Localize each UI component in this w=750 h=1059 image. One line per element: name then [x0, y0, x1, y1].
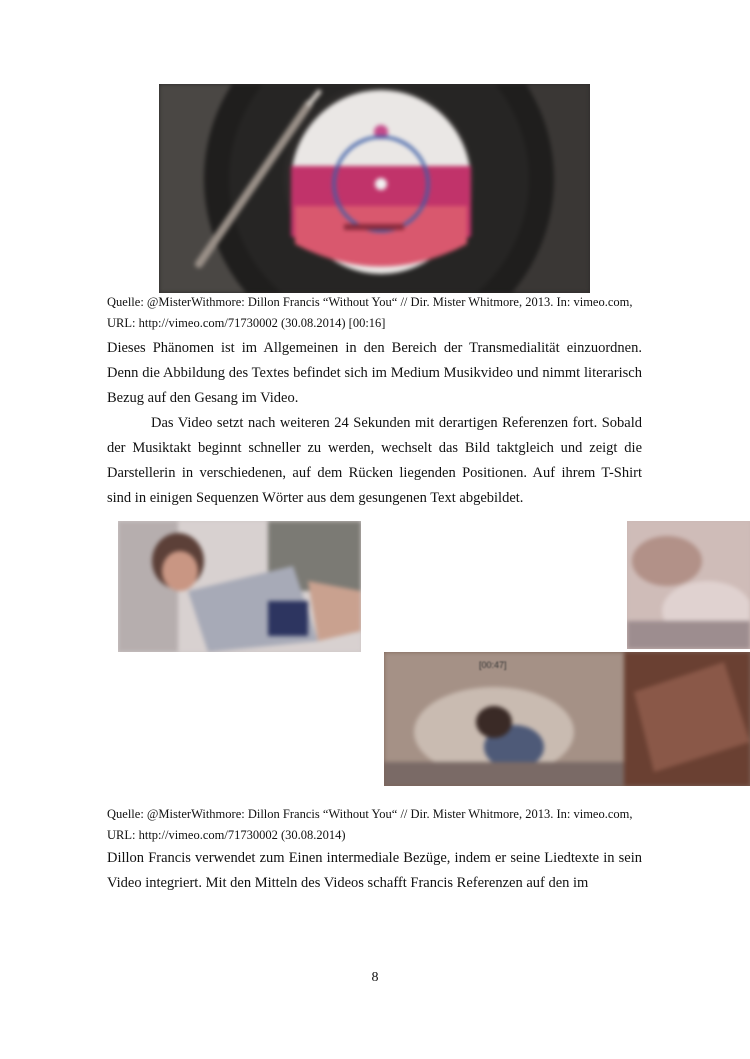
figure2-caption-line1: Quelle: @MisterWithmore: Dillon Francis “Without You“ // Dir. Mister Whitmore, 2013. In: vimeo.com,: [107, 807, 633, 821]
paragraph-3: Dillon Francis verwendet zum Einen intermediale Bezüge, indem er seine Liedtexte in sein Video integriert. Mit den Mitteln des Videos schafft Francis Referenzen auf den im: [107, 850, 642, 891]
figure2-caption: [107, 804, 642, 846]
paragraph-1: Dieses Phänomen ist im Allgemeinen in den Bereich der Transmedialität einzuordnen. Denn die Abbildung des Textes befindet sich im Medium Musikvideo und nimmt literarisch Bezug auf den Gesang im Video.: [107, 340, 642, 406]
video-still-3-drawing: [384, 652, 750, 786]
figure1-caption-line2: URL: http://vimeo.com/71730002 (30.08.2014) [00:16]: [107, 316, 386, 330]
video-still-2: [627, 521, 750, 649]
body-text-block-2: [107, 846, 642, 896]
video-still-2-drawing: [627, 521, 750, 649]
record-photo: [159, 84, 590, 293]
video-still-1-drawing: [118, 521, 361, 652]
paragraph-2: Das Video setzt nach weiteren 24 Sekunden mit derartigen Referenzen fort. Sobald der Musiktakt beginnt schneller zu werden, wechselt das Bild taktgleich und zeigt die Darstellerin in verschiedenen, auf dem Rücken liegenden Positionen. Auf ihrem T-Shirt sind in einigen Sequenzen Wörter aus dem gesungenen Text abgebildet.: [107, 415, 642, 506]
figure1-caption-line1: Quelle: @MisterWithmore: Dillon Francis “Without You“ // Dir. Mister Whitmore, 2013. In: vimeo.com,: [107, 295, 633, 309]
video-still-3: [384, 652, 750, 786]
video-still-timestamp: [00:47]: [479, 660, 507, 670]
figure2-caption-line2: URL: http://vimeo.com/71730002 (30.08.2014): [107, 828, 346, 842]
record-photo-drawing: [159, 84, 590, 293]
page-number: 8: [371, 970, 379, 985]
body-text-block-1: [107, 336, 642, 511]
figure1-caption: [107, 292, 642, 334]
video-still-1: [118, 521, 361, 652]
